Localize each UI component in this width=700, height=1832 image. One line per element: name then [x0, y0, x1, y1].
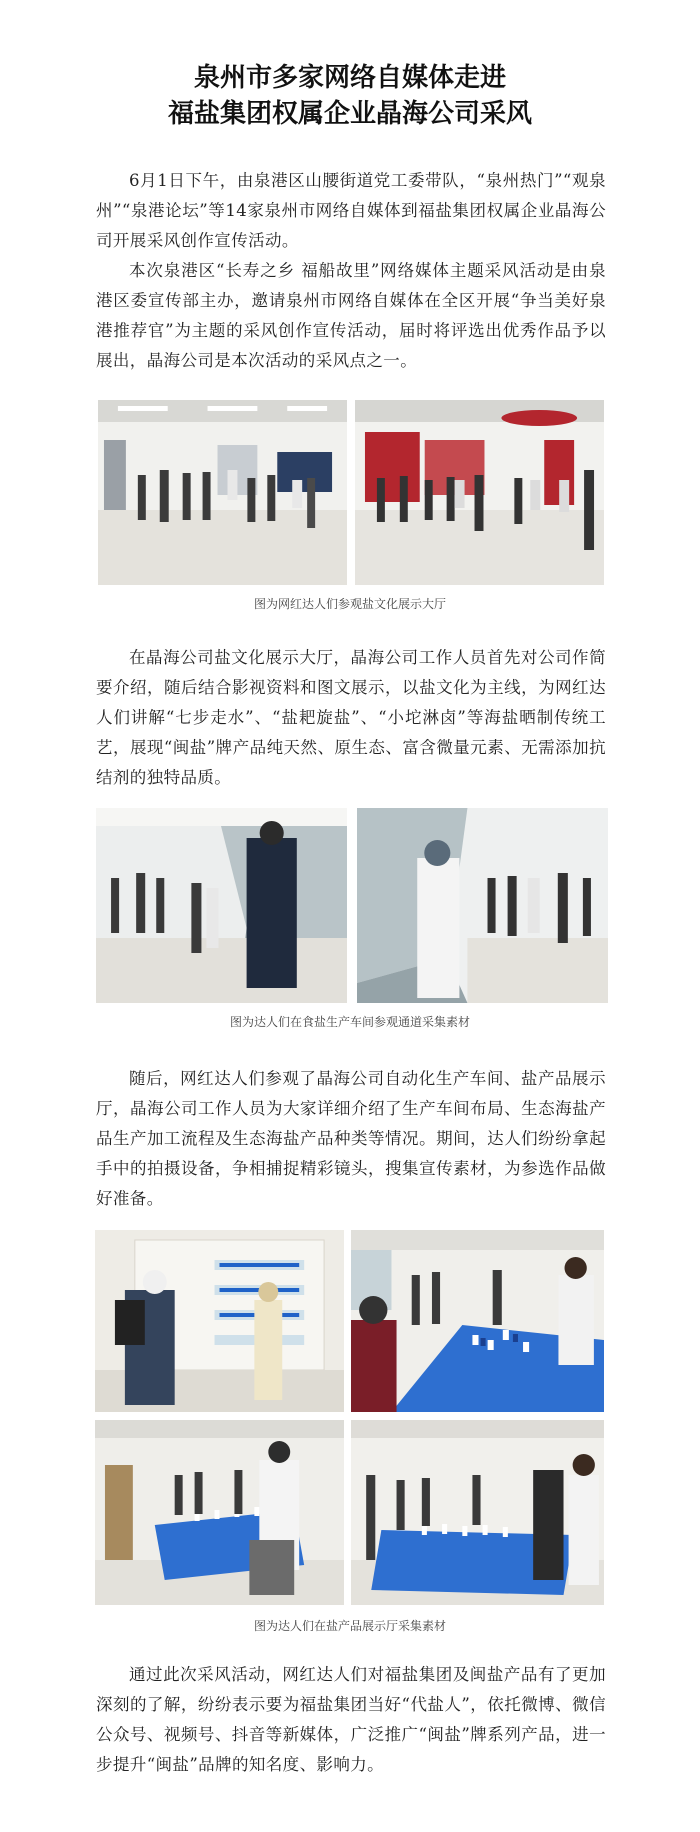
photo-product-showroom-4 [351, 1420, 604, 1605]
caption-workshop-corridor: 图为达人们在食盐生产车间参观通道采集素材 [229, 1015, 470, 1029]
article-title-line-2: 福盐集团权属企业晶海公司采风 [167, 99, 532, 129]
photo-product-showroom-2 [351, 1230, 604, 1412]
photo-workshop-corridor-left [96, 808, 347, 1003]
photo-exhibition-hall-right [355, 400, 604, 585]
paragraph-event-background: 本次泉港区“长寿之乡 福船故里”网络媒体主题采风活动是由泉港区委宣传部主办，邀请泉州市网络自媒体在全区开展“争当美好泉港推荐官”为主题的采风创作宣传活动，届时将评选出优秀作品予以展出，晶海公司是本次活动的采风点之一。 [96, 261, 606, 370]
paragraph-salt-culture-hall: 在晶海公司盐文化展示大厅，晶海公司工作人员首先对公司作简要介绍，随后结合影视资料和图文展示，以盐文化为主线，为网红达人们讲解“七步走水”、“盐耙旋盐”、“小坨淋卤”等海盐晒制传统工艺，展现“闽盐”牌产品纯天然、原生态、富含微量元素、无需添加抗结剂的独特品质。 [96, 648, 606, 787]
photo-product-showroom-1 [95, 1230, 344, 1412]
paragraph-intro: 6月1日下午，由泉港区山腰街道党工委带队，“泉州热门”“观泉州”“泉港论坛”等14家泉州市网络自媒体到福盐集团权属企业晶海公司开展采风创作宣传活动。 [96, 171, 606, 250]
photo-exhibition-hall-left [98, 400, 347, 585]
article-title-line-1: 泉州市多家网络自媒体走进 [193, 63, 506, 93]
photo-workshop-corridor-right [357, 808, 608, 1003]
paragraph-conclusion: 通过此次采风活动，网红达人们对福盐集团及闽盐产品有了更加深刻的了解，纷纷表示要为福盐集团当好“代盐人”，依托微博、微信公众号、视频号、抖音等新媒体，广泛推广“闽盐”牌系列产品，进一步提升“闽盐”品牌的知名度、影响力。 [96, 1665, 606, 1774]
caption-exhibition-hall: 图为网红达人们参观盐文化展示大厅 [253, 597, 446, 611]
paragraph-workshop-visit: 随后，网红达人们参观了晶海公司自动化生产车间、盐产品展示厅，晶海公司工作人员为大家详细介绍了生产车间布局、生态海盐产品生产加工流程及生态海盐产品种类等情况。期间，达人们纷纷拿起手中的拍摄设备，争相捕捉精彩镜头，搜集宣传素材，为参选作品做好准备。 [96, 1069, 606, 1208]
photo-product-showroom-3 [95, 1420, 344, 1605]
caption-product-showroom: 图为达人们在盐产品展示厅采集素材 [253, 1619, 446, 1633]
